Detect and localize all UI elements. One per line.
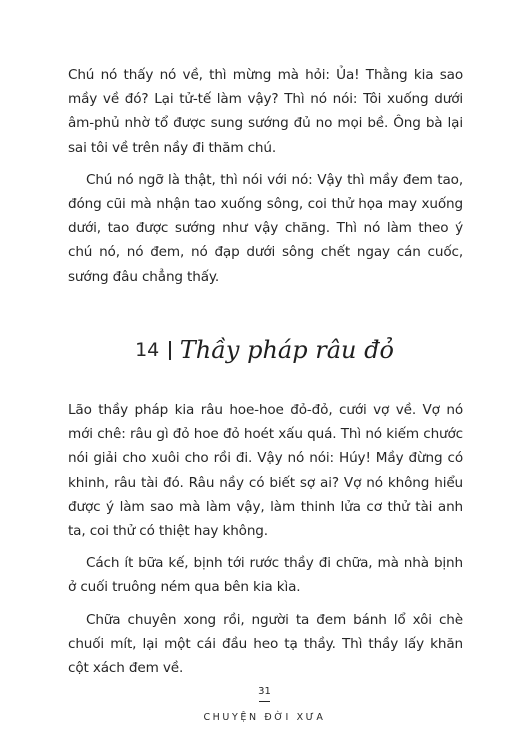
paragraph: Lão thầy pháp kia râu hoe-hoe đỏ-đỏ, cưới vợ về. Vợ nó mới chê: râu gì đỏ hoe đỏ hoét xấu quá. Thì nó kiếm chước nói giải cho xuôi cho rồi đi. Vậy nó nói: Húy! Mầy đừng có khinh, râu tài đó. Râu nầy có biết sợ ai? Vợ nó không hiểu được ý làm sao mà làm vậy, làm thinh lửa cơ thử tài anh ta, coi thử có thiệt hay không. xyxy=(68,402,463,540)
chapter-number: 14 xyxy=(135,339,160,361)
chapter-title: Thầy pháp râu đỏ xyxy=(179,336,394,364)
paragraph: Chữa chuyên xong rồi, người ta đem bánh lổ xôi chè chuối mít, lại một cái đầu heo tạ thầy. Thì thầy lấy khăn cột xách đem về. xyxy=(68,611,463,677)
running-footer-title: CHUYỆN ĐỜI XƯA xyxy=(203,712,326,723)
top-text-section xyxy=(68,63,463,297)
paragraph: Cách ít bữa kế, bịnh tới rước thầy đi chữa, mà nhà bịnh ở cuối truông ném qua bên kia kìa. xyxy=(68,555,463,596)
footer-divider xyxy=(259,701,270,702)
paragraph: Chú nó ngỡ là thật, thì nói với nó: Vậy thì mầy đem tao, đóng cũi mà nhận tao xuống sông, coi thử họa may xuống dưới, tao được sướng như vậy chăng. Thì nó làm theo ý chú nó, nó đem, nó đạp dưới sông chết ngay cán cuốc, sướng đâu chẳng thấy. xyxy=(68,171,463,285)
chapter-divider xyxy=(169,341,171,360)
page-number: 31 xyxy=(258,686,271,697)
chapter-heading xyxy=(0,336,529,364)
chapter-text-section xyxy=(68,398,463,688)
paragraph: Chú nó thấy nó về, thì mừng mà hỏi: Ủa! Thằng kia sao mầy về đó? Lại tử-tế làm vậy? Thì nó nói: Tôi xuống dưới âm-phủ nhờ tổ được sung sướng đủ no mọi bề. Ông bà lại sai tôi về trên nầy đi thăm chú. xyxy=(68,67,463,156)
